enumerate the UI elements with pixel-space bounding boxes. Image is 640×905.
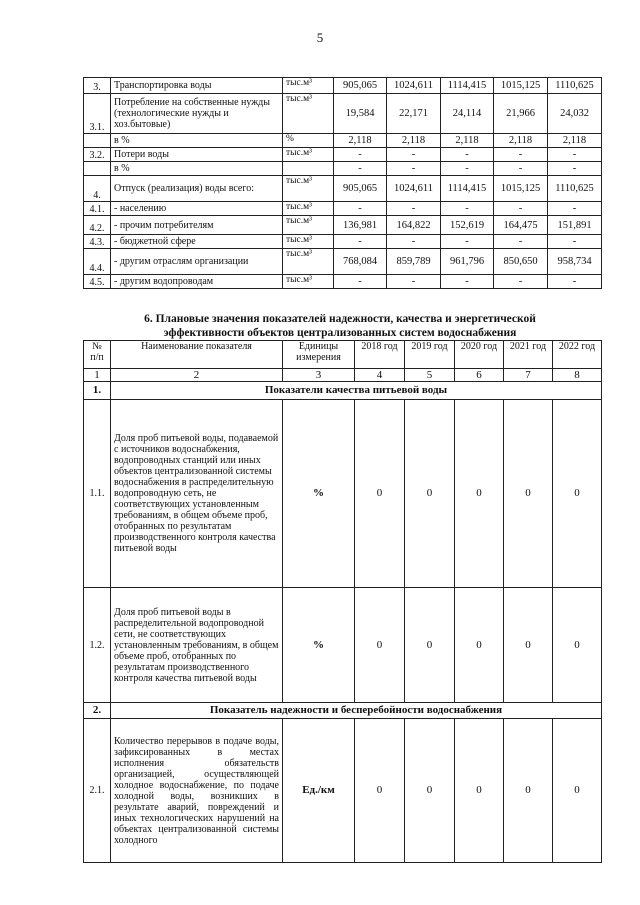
value-2021: -	[494, 275, 548, 289]
header-no: № п/п	[84, 341, 111, 369]
row-number: 3.2.	[84, 148, 111, 162]
row-unit: тыс.м³	[283, 275, 334, 289]
balance-row	[84, 148, 602, 162]
row-number: 3.	[84, 78, 111, 94]
value-2022: -	[548, 202, 602, 216]
indicator-unit: %	[283, 588, 355, 703]
value-2020: 0	[455, 719, 504, 863]
value-2018: -	[334, 235, 387, 249]
value-2022: 151,891	[548, 216, 602, 235]
row-number: 4.2.	[84, 216, 111, 235]
row-name: Потери воды	[111, 148, 283, 162]
colnum: 4	[355, 369, 405, 382]
page-number: 5	[316, 30, 324, 45]
row-unit: тыс.м³	[283, 235, 334, 249]
value-2021: 164,475	[494, 216, 548, 235]
balance-row	[84, 134, 602, 148]
row-name: - другим отраслям организации	[111, 249, 283, 275]
row-name: - прочим потребителям	[111, 216, 283, 235]
value-2018: 0	[355, 588, 405, 703]
value-2018: 905,065	[334, 78, 387, 94]
value-2019: -	[387, 275, 441, 289]
value-2021: 850,650	[494, 249, 548, 275]
value-2022: 24,032	[548, 94, 602, 134]
value-2020: -	[441, 148, 494, 162]
value-2018: 905,065	[334, 176, 387, 202]
colnum: 2	[111, 369, 283, 382]
value-2020: 0	[455, 400, 504, 588]
colnum: 3	[283, 369, 355, 382]
section-2-number: 2.	[84, 703, 111, 719]
indicator-row-1-2	[84, 588, 602, 703]
colnum: 1	[84, 369, 111, 382]
value-2020: -	[441, 202, 494, 216]
colnum: 6	[455, 369, 504, 382]
value-2021: 21,966	[494, 94, 548, 134]
row-unit: тыс.м³	[283, 78, 334, 94]
value-2019: -	[387, 202, 441, 216]
section-1-row	[84, 382, 602, 400]
row-number	[84, 162, 111, 176]
value-2018: -	[334, 275, 387, 289]
value-2019: 859,789	[387, 249, 441, 275]
value-2020: 24,114	[441, 94, 494, 134]
value-2022: -	[548, 275, 602, 289]
header-year-2022: 2022 год	[553, 341, 602, 369]
indicator-unit: Ед./км	[283, 719, 355, 863]
section-2-row	[84, 703, 602, 719]
balance-row	[84, 176, 602, 202]
indicator-unit: %	[283, 400, 355, 588]
header-year-2018: 2018 год	[355, 341, 405, 369]
value-2019: -	[387, 235, 441, 249]
header-year-2019: 2019 год	[405, 341, 455, 369]
value-2018: 19,584	[334, 94, 387, 134]
value-2019: -	[387, 148, 441, 162]
header-unit: Единицы измерения	[283, 341, 355, 369]
balance-row	[84, 78, 602, 94]
row-number: 1.2.	[84, 588, 111, 703]
colnum: 7	[504, 369, 553, 382]
section-1-title: Показатели качества питьевой воды	[111, 382, 602, 400]
value-2022: 2,118	[548, 134, 602, 148]
value-2022: -	[548, 148, 602, 162]
row-name: Отпуск (реализация) воды всего:	[111, 176, 283, 202]
row-unit	[283, 162, 334, 176]
value-2018: 136,981	[334, 216, 387, 235]
value-2021: 1015,125	[494, 78, 548, 94]
value-2019: 0	[405, 588, 455, 703]
value-2021: 1015,125	[494, 176, 548, 202]
indicator-name: Количество перерывов в подаче воды, зафиксированных в местах исполнения обязательств организацией, осуществляющей холодное водоснабжение, по подаче холодной воды, возникших в результате аварий, повреждений и иных технологических нарушений на объектах централизованной системы холодного	[111, 719, 283, 863]
balance-row	[84, 275, 602, 289]
row-number: 4.	[84, 176, 111, 202]
value-2022: 0	[553, 719, 602, 863]
value-2020: -	[441, 235, 494, 249]
value-2018: -	[334, 162, 387, 176]
colnum: 8	[553, 369, 602, 382]
column-numbers-row	[84, 369, 602, 382]
section-1-number: 1.	[84, 382, 111, 400]
value-2019: -	[387, 162, 441, 176]
value-2020: 152,619	[441, 216, 494, 235]
row-number: 3.1.	[84, 94, 111, 134]
row-name: Транспортировка воды	[111, 78, 283, 94]
value-2021: -	[494, 148, 548, 162]
value-2022: 1110,625	[548, 176, 602, 202]
value-2018: -	[334, 148, 387, 162]
value-2018: 0	[355, 719, 405, 863]
value-2020: -	[441, 162, 494, 176]
value-2018: -	[334, 202, 387, 216]
section-2-title: Показатель надежности и бесперебойности водоснабжения	[111, 703, 602, 719]
row-name: - населению	[111, 202, 283, 216]
value-2020: 0	[455, 588, 504, 703]
value-2018: 2,118	[334, 134, 387, 148]
value-2022: 958,734	[548, 249, 602, 275]
balance-row	[84, 249, 602, 275]
value-2020: 2,118	[441, 134, 494, 148]
header-name: Наименование показателя	[111, 341, 283, 369]
value-2019: 164,822	[387, 216, 441, 235]
value-2022: 0	[553, 400, 602, 588]
section-6-heading: 6. Плановые значения показателей надежности, качества и энергетической эффективности объектов централизованных систем водоснабжения	[144, 313, 536, 339]
indicators-table	[83, 340, 602, 863]
row-number: 2.1.	[84, 719, 111, 863]
value-2020: 1114,415	[441, 176, 494, 202]
value-2021: 0	[504, 588, 553, 703]
indicator-name: Доля проб питьевой воды, подаваемой с источников водоснабжения, водопроводных станций или иных объектов централизованной системы водоснабжения в распределительную водопроводную сеть, не соответствующих установленным требованиям, в общем объеме проб, отобранных по результатам производственного контроля качества питьевой воды	[111, 400, 283, 588]
indicator-row-1-1	[84, 400, 602, 588]
row-number: 1.1.	[84, 400, 111, 588]
value-2021: 0	[504, 719, 553, 863]
row-unit: тыс.м³	[283, 148, 334, 162]
row-number: 4.5.	[84, 275, 111, 289]
water-balance-table	[83, 77, 602, 289]
value-2019: 2,118	[387, 134, 441, 148]
value-2019: 0	[405, 400, 455, 588]
row-name: Потребление на собственные нужды (технологические нужды и хоз.бытовые)	[111, 94, 283, 134]
value-2018: 768,084	[334, 249, 387, 275]
header-year-2021: 2021 год	[504, 341, 553, 369]
balance-row	[84, 162, 602, 176]
value-2020: 961,796	[441, 249, 494, 275]
value-2018: 0	[355, 400, 405, 588]
row-number: 4.4.	[84, 249, 111, 275]
indicator-row-2-1	[84, 719, 602, 863]
row-unit: %	[283, 134, 334, 148]
balance-row	[84, 235, 602, 249]
value-2021: -	[494, 235, 548, 249]
row-unit: тыс.м³	[283, 176, 334, 202]
indicator-name: Доля проб питьевой воды в распределительной водопроводной сети, не соответствующих установленным требованиям, в общем объеме проб, отобранных по результатам производственного контроля качества питьевой воды	[111, 588, 283, 703]
value-2019: 22,171	[387, 94, 441, 134]
value-2022: -	[548, 162, 602, 176]
value-2022: -	[548, 235, 602, 249]
value-2019: 1024,611	[387, 176, 441, 202]
value-2022: 0	[553, 588, 602, 703]
value-2020: 1114,415	[441, 78, 494, 94]
value-2020: -	[441, 275, 494, 289]
balance-row	[84, 216, 602, 235]
value-2021: 2,118	[494, 134, 548, 148]
row-name: в %	[111, 162, 283, 176]
row-unit: тыс.м³	[283, 94, 334, 134]
balance-row	[84, 94, 602, 134]
row-unit: тыс.м³	[283, 216, 334, 235]
balance-row	[84, 202, 602, 216]
row-unit: тыс.м³	[283, 202, 334, 216]
value-2019: 0	[405, 719, 455, 863]
row-name: в %	[111, 134, 283, 148]
indicators-header-row	[84, 341, 602, 369]
value-2022: 1110,625	[548, 78, 602, 94]
row-number	[84, 134, 111, 148]
value-2021: 0	[504, 400, 553, 588]
row-number: 4.3.	[84, 235, 111, 249]
value-2021: -	[494, 202, 548, 216]
row-name: - бюджетной сфере	[111, 235, 283, 249]
row-number: 4.1.	[84, 202, 111, 216]
colnum: 5	[405, 369, 455, 382]
row-name: - другим водопроводам	[111, 275, 283, 289]
row-unit: тыс.м³	[283, 249, 334, 275]
value-2021: -	[494, 162, 548, 176]
value-2019: 1024,611	[387, 78, 441, 94]
header-year-2020: 2020 год	[455, 341, 504, 369]
